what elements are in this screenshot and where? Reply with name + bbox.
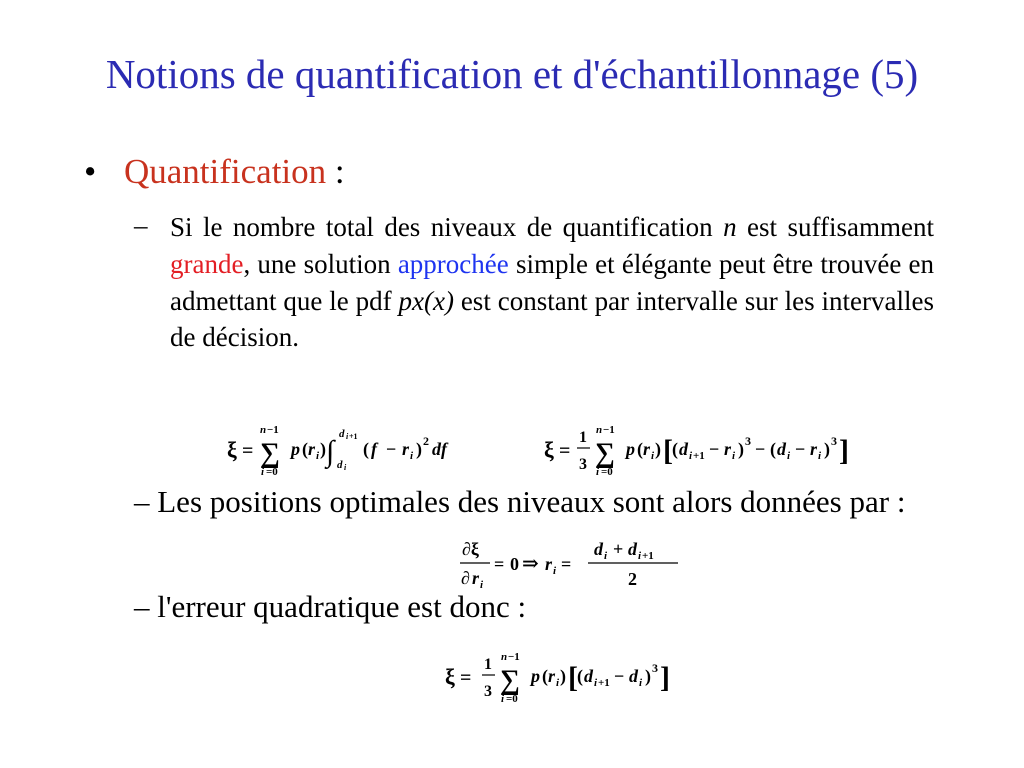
item3-line (134, 589, 526, 625)
svg-text:d: d (629, 666, 638, 686)
item1-text-1: Si le nombre total des niveaux de quantification (170, 212, 724, 242)
svg-text:∂ξ: ∂ξ (462, 539, 479, 559)
item3-dash: – (134, 589, 150, 624)
item1-approchee: approchée (397, 248, 509, 279)
svg-text:i: i (638, 550, 642, 562)
svg-text:=: = (242, 440, 254, 462)
svg-text:r: r (402, 439, 410, 459)
svg-text:=0: =0 (601, 466, 613, 478)
svg-text:i: i (818, 450, 822, 462)
svg-text:): ) (320, 439, 326, 459)
svg-text:d: d (339, 428, 345, 440)
item1-paragraph (170, 209, 934, 356)
svg-text:i: i (596, 466, 600, 478)
svg-text:i: i (651, 450, 655, 462)
svg-text:n: n (260, 424, 267, 436)
item1-text-3: , une solution (243, 248, 398, 279)
svg-text:(: ( (542, 666, 548, 686)
svg-text:i: i (553, 565, 557, 577)
svg-text:=: = (494, 554, 505, 574)
svg-text:i: i (316, 450, 320, 462)
svg-text:=0: =0 (266, 466, 278, 478)
svg-text:r: r (472, 568, 480, 588)
svg-text:i: i (346, 432, 349, 441)
svg-text:): ) (738, 439, 744, 459)
svg-text:d: d (337, 459, 343, 471)
svg-text:p: p (291, 439, 300, 459)
svg-text:ξ: ξ (227, 437, 237, 462)
svg-text:(: ( (302, 439, 308, 459)
svg-text:∫: ∫ (326, 435, 335, 468)
svg-text:=0: =0 (506, 693, 518, 705)
svg-text:(: ( (637, 439, 643, 459)
svg-text:3: 3 (831, 434, 837, 448)
svg-text:2: 2 (628, 569, 637, 589)
svg-text:r: r (643, 439, 651, 459)
svg-text:i: i (410, 450, 414, 462)
item2-text: Les positions optimales des niveaux sont alors données par : (149, 484, 906, 519)
item2-dash: – (134, 484, 150, 519)
bullet-colon: : (326, 152, 345, 191)
svg-text:(: ( (770, 439, 776, 459)
svg-text:d: d (628, 539, 637, 559)
svg-text:+1: +1 (598, 677, 610, 689)
svg-text:−: − (709, 439, 720, 459)
svg-text:−: − (795, 439, 806, 459)
svg-text:p: p (531, 666, 540, 686)
svg-text:r: r (810, 439, 818, 459)
equation-xi-closed-form (542, 418, 902, 480)
svg-text:]: ] (839, 434, 849, 467)
svg-text:∂: ∂ (461, 568, 470, 588)
svg-text:]: ] (660, 661, 670, 694)
svg-text:i: i (344, 463, 347, 472)
item2-paragraph (134, 483, 934, 520)
item1-n: n (723, 212, 737, 242)
svg-text:1: 1 (579, 429, 587, 446)
item1-pdf: px(x) (398, 285, 454, 316)
svg-text:[: [ (568, 661, 578, 694)
svg-text:ξ: ξ (544, 437, 554, 462)
svg-text:f: f (371, 439, 377, 459)
svg-text:−: − (386, 439, 397, 459)
svg-text:r: r (545, 554, 553, 574)
equation-xi-integral (225, 418, 495, 478)
item1-dash: – (134, 210, 148, 240)
svg-text:i: i (689, 450, 693, 462)
svg-text:+: + (613, 539, 624, 559)
svg-text:=: = (561, 554, 572, 574)
svg-text:i: i (639, 677, 643, 689)
svg-text:3: 3 (652, 661, 658, 675)
svg-text:i: i (501, 693, 505, 705)
svg-text:3: 3 (579, 456, 587, 473)
svg-text:−1: −1 (603, 424, 615, 436)
svg-text:r: r (548, 666, 556, 686)
svg-text:d: d (679, 439, 688, 459)
equation-optimal-positions (458, 533, 688, 595)
item1-text-5: est constant par intervalle sur les intervalles de décision. (170, 285, 935, 353)
bullet-highlight: Quantification (124, 152, 327, 191)
svg-text:=: = (460, 667, 472, 689)
svg-text:(: ( (672, 439, 678, 459)
svg-text:[: [ (663, 434, 673, 467)
svg-text:d: d (777, 439, 786, 459)
svg-text:+1: +1 (693, 450, 705, 462)
svg-text:i: i (594, 677, 598, 689)
svg-text:3: 3 (484, 683, 492, 700)
svg-text:n: n (501, 651, 508, 663)
svg-text:2: 2 (423, 434, 429, 448)
svg-text:−1: −1 (267, 424, 279, 436)
svg-text:1: 1 (484, 656, 492, 673)
svg-text:+1: +1 (349, 432, 358, 441)
svg-text:+1: +1 (642, 550, 654, 562)
bullet-quantification (84, 152, 345, 192)
svg-text:r: r (308, 439, 316, 459)
svg-text:d: d (594, 539, 603, 559)
svg-text:): ) (655, 439, 661, 459)
svg-text:0: 0 (510, 554, 519, 574)
svg-text:n: n (596, 424, 603, 436)
svg-text:3: 3 (745, 434, 751, 448)
svg-text:−: − (614, 666, 625, 686)
svg-text:∑: ∑ (595, 438, 615, 469)
svg-text:i: i (732, 450, 736, 462)
svg-text:): ) (560, 666, 566, 686)
svg-text:d: d (584, 666, 593, 686)
svg-text:−1: −1 (508, 651, 520, 663)
svg-text:i: i (604, 550, 608, 562)
item1-text-4: simple et élégante peut être trouvée en admettant que le pdf (170, 248, 934, 316)
svg-text:r: r (724, 439, 732, 459)
item3-text: l'erreur quadratique est donc : (149, 589, 527, 624)
svg-text:=: = (559, 440, 571, 462)
svg-text:(: ( (577, 666, 583, 686)
svg-text:): ) (645, 666, 651, 686)
bullet-dot: • (84, 152, 97, 191)
svg-text:∑: ∑ (260, 438, 280, 469)
item1-text-2: est suffisamment (736, 212, 934, 242)
svg-text:p: p (626, 439, 635, 459)
svg-text:df: df (432, 439, 447, 459)
svg-text:): ) (824, 439, 830, 459)
slide-title: Notions de quantification et d'échantillonnage (5) (105, 51, 919, 97)
svg-text:−: − (755, 439, 766, 459)
svg-text:i: i (261, 466, 265, 478)
svg-text:(: ( (363, 439, 369, 459)
svg-text:∑: ∑ (500, 665, 520, 696)
equation-quadratic-error (443, 645, 713, 707)
svg-text:i: i (480, 579, 484, 591)
svg-text:⇒: ⇒ (522, 553, 539, 575)
svg-text:i: i (787, 450, 791, 462)
svg-text:): ) (416, 439, 422, 459)
svg-text:i: i (556, 677, 560, 689)
svg-text:ξ: ξ (445, 664, 455, 689)
item1-grande: grande (170, 248, 244, 279)
